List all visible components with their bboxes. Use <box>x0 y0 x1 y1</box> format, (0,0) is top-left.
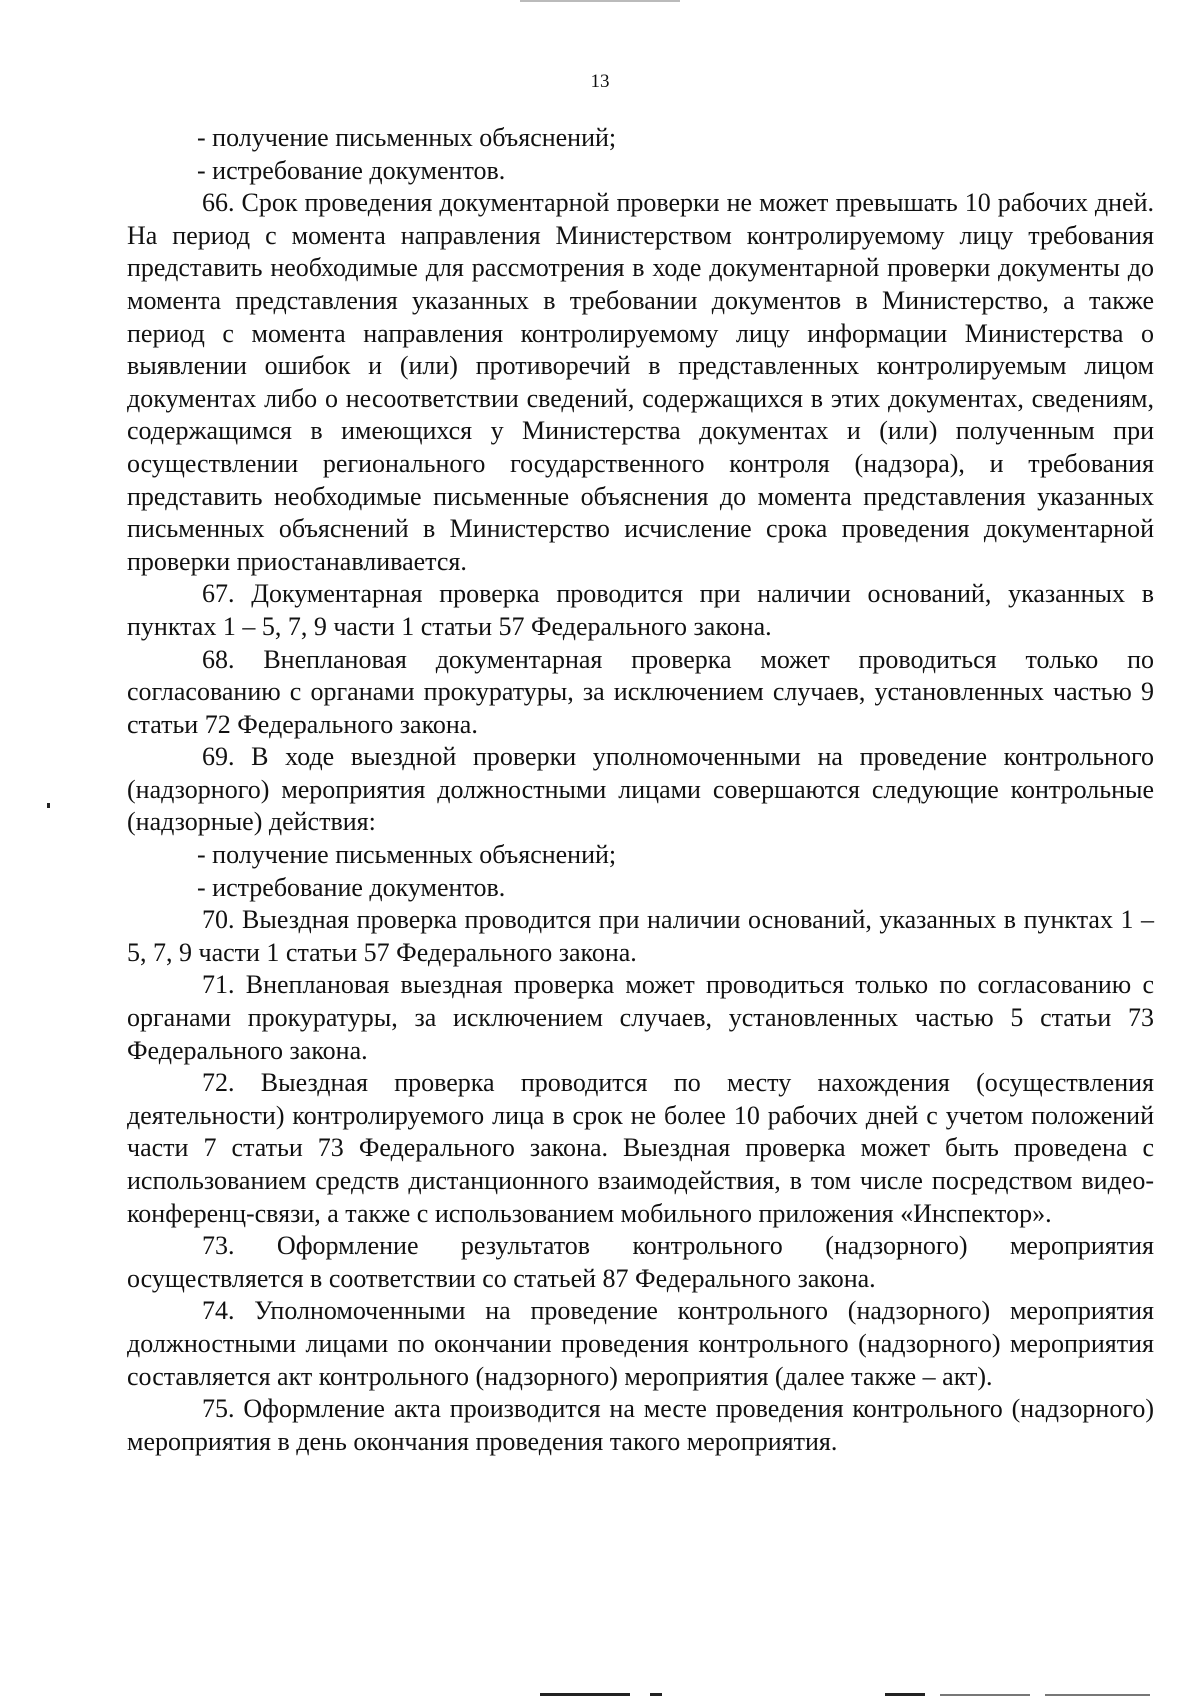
list-item: - получение письменных объяснений; <box>197 840 617 870</box>
paragraph-71: 71. Внеплановая выездная проверка может проводиться только по согласованию с органами прокуратуры, за исключением случаев, установленных частью 5 статьи 73 Федерального закона. <box>127 970 1154 1065</box>
paragraph-70: 70. Выездная проверка проводится при наличии оснований, указанных в пунктах 1 – 5, 7, 9 части 1 статьи 57 Федерального закона. <box>127 905 1154 967</box>
scan-artifact-bottom <box>885 1693 925 1696</box>
paragraph-73: 73. Оформление результатов контрольного (надзорного) мероприятия осуществляется в соответствии со статьей 87 Федерального закона. <box>127 1231 1154 1293</box>
paragraph-68: 68. Внеплановая документарная проверка может проводиться только по согласованию с органами прокуратуры, за исключением случаев, установленных частью 9 статьи 72 Федерального закона. <box>127 644 1154 739</box>
paragraph-74: 74. Уполномоченными на проведение контрольного (надзорного) мероприятия должностными лицами по окончании проведения контрольного (надзорного) мероприятия составляется акт контрольного (надзорного) мероприятия (далее также – акт). <box>127 1296 1154 1391</box>
scan-artifact-bottom <box>1045 1694 1150 1696</box>
scan-artifact-bottom <box>650 1693 662 1696</box>
paragraph-69: 69. В ходе выездной проверки уполномоченными на проведение контрольного (надзорного) мероприятия должностными лицами совершаются следующие контрольные (надзорные) действия: <box>127 742 1154 837</box>
paragraph-66: 66. Срок проведения документарной проверки не может превышать 10 рабочих дней. На период с момента направления Министерством контролируемому лицу требования представить необходимые для рассмотрения в ходе документарной проверки документы до момента представления указанных в требовании документов в Министерство, а также период с момента направления контролируемому лицу информации Министерства о выявлении ошибок и (или) противоречий в представленных контролируемым лицом документах либо о несоответствии сведений, содержащихся в этих документах, сведениям, содержащимся в имеющихся у Министерства документах и (или) полученным при осуществлении регионального государственного контроля (надзора), и требования представить необходимые письменные объяснения до момента представления указанных письменных объяснений в Министерство исчисление срока проведения документарной проверки приостанавливается. <box>127 188 1154 576</box>
scan-artifact-bottom <box>940 1694 1030 1696</box>
scan-dot <box>47 803 50 808</box>
paragraph-67: 67. Документарная проверка проводится при наличии оснований, указанных в пунктах 1 – 5, 7, 9 части 1 статьи 57 Федерального закона. <box>127 579 1154 641</box>
scan-artifact-bottom <box>540 1693 630 1696</box>
scan-artifact-top <box>520 0 680 2</box>
list-item: - истребование документов. <box>197 155 506 185</box>
page-number: 13 <box>590 71 610 92</box>
list-item: - получение письменных объяснений; <box>197 123 617 152</box>
document-body <box>127 122 1154 1458</box>
paragraph-72: 72. Выездная проверка проводится по месту нахождения (осуществления деятельности) контролируемого лица в срок не более 10 рабочих дней с учетом положений части 7 статьи 73 Федерального закона. Выездная проверка может быть проведена с использованием средств дистанционного взаимодействия, в том числе посредством видео-конференц-связи, а также с использованием мобильного приложения «Инспектор». <box>127 1068 1154 1228</box>
list-item: - истребование документов. <box>197 872 506 902</box>
paragraph-75: 75. Оформление акта производится на месте проведения контрольного (надзорного) мероприятия в день окончания проведения такого мероприятия. <box>127 1394 1154 1456</box>
